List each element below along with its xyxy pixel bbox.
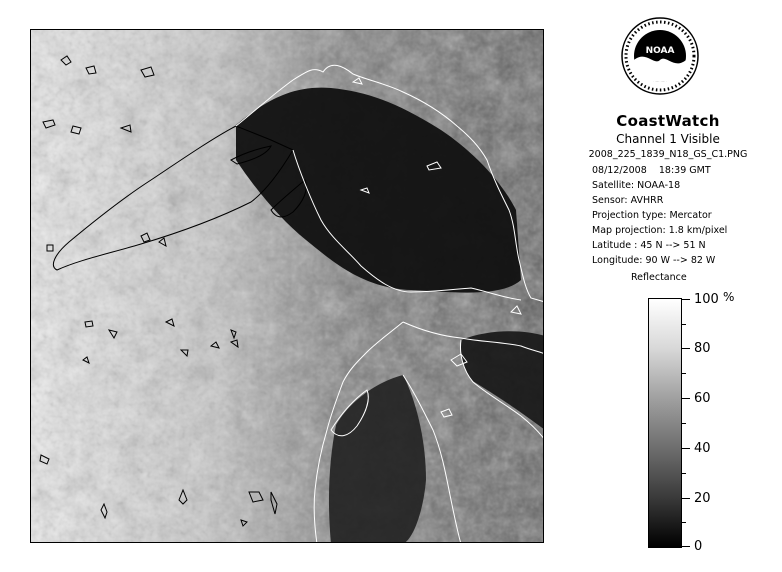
colorbar-label: Reflectance [631, 272, 687, 283]
colorbar-minor-tick [682, 423, 686, 424]
satellite-line: Satellite: NOAA-18 [592, 180, 681, 191]
colorbar-minor-tick [682, 522, 686, 523]
noaa-seal-icon [620, 16, 700, 96]
colorbar-tick [682, 348, 690, 349]
sensor-line: Sensor: AVHRR [592, 195, 664, 206]
acquisition-date: 08/12/2008 [592, 165, 647, 176]
colorbar-tick [682, 299, 690, 300]
metadata-block [562, 163, 774, 268]
colorbar-minor-tick [682, 324, 686, 325]
colorbar-tick [682, 498, 690, 499]
noaa-logo-text: NOAA [645, 46, 675, 56]
colorbar-minor-tick [682, 473, 686, 474]
colorbar [648, 298, 682, 548]
latitude-line: Latitude : 45 N --> 51 N [592, 240, 706, 251]
colorbar-tick-label: 60 [694, 391, 711, 406]
datetime-line [592, 163, 774, 178]
colorbar-tick-label: 40 [694, 441, 711, 456]
product-title: CoastWatch [616, 112, 720, 130]
projection-line: Projection type: Mercator [592, 210, 712, 221]
colorbar-tick [682, 398, 690, 399]
colorbar-minor-tick [682, 373, 686, 374]
colorbar-tick [682, 546, 690, 547]
map-svg [31, 30, 544, 543]
colorbar-tick [682, 448, 690, 449]
acquisition-time: 18:39 GMT [658, 165, 711, 176]
colorbar-tick-label: 0 [694, 539, 703, 554]
resolution-line: Map projection: 1.8 km/pixel [592, 225, 728, 236]
longitude-line: Longitude: 90 W --> 82 W [592, 255, 716, 266]
image-filename: 2008_225_1839_N18_GS_C1.PNG [588, 149, 748, 160]
colorbar-unit: % [723, 290, 735, 304]
noaa-logo [620, 16, 700, 96]
satellite-image [30, 29, 544, 543]
colorbar-tick-label: 20 [694, 491, 711, 506]
info-panel [562, 112, 774, 268]
channel-subtitle: Channel 1 Visible [616, 132, 720, 146]
colorbar-tick-label: 100 [694, 292, 719, 307]
colorbar-tick-label: 80 [694, 341, 711, 356]
